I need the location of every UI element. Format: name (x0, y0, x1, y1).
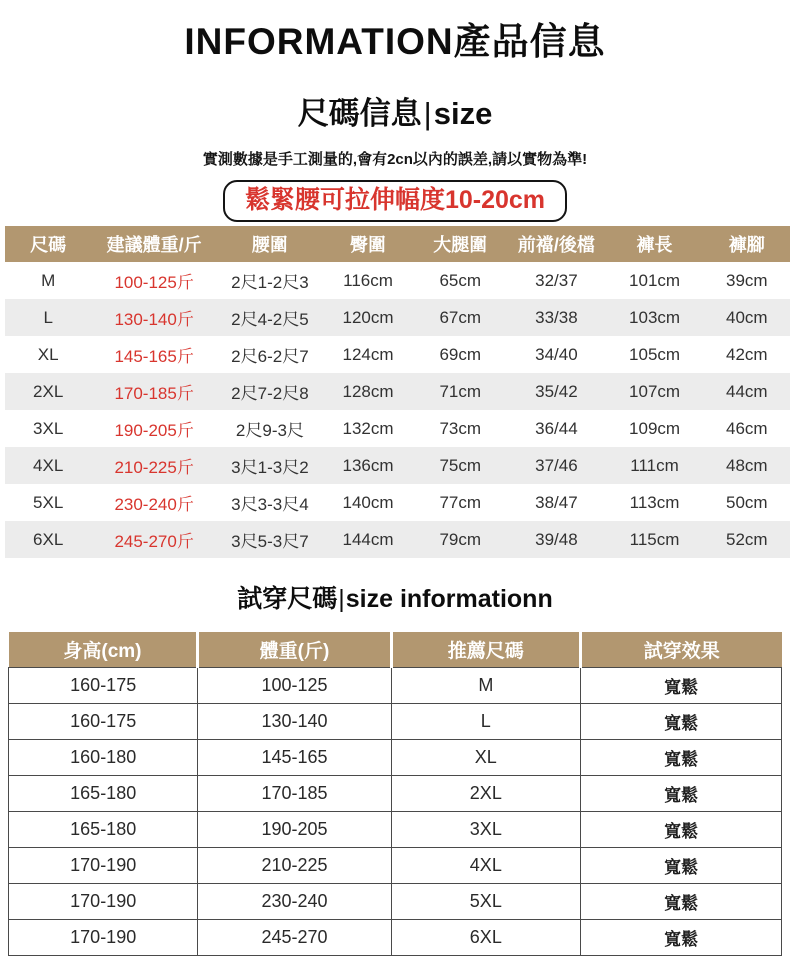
table-cell: 42cm (726, 344, 768, 364)
header-row (9, 632, 782, 667)
table-cell: 65cm (439, 270, 482, 290)
table-cell: 5XL (33, 492, 64, 512)
table-cell: 210-225 (198, 847, 391, 883)
table-cell: 170-190 (9, 883, 198, 919)
size-heading-zh: 尺碼信息 (297, 96, 422, 131)
table-cell: 170-190 (9, 919, 198, 955)
table-cell: 50cm (726, 492, 768, 512)
table-row (9, 667, 782, 703)
table-cell: 2尺6-2尺7 (231, 347, 309, 366)
table-cell: 144cm (342, 529, 394, 549)
table-cell: 140cm (342, 492, 394, 512)
fit-section-heading (0, 582, 790, 616)
table-cell: 46cm (726, 418, 768, 438)
column-header: 體重(斤) (198, 632, 391, 667)
table-row (5, 336, 790, 373)
table-cell: 77cm (439, 492, 482, 512)
table-cell: 2XL (391, 775, 580, 811)
table-row (9, 739, 782, 775)
table-cell: 48cm (726, 455, 768, 475)
table-cell: 230-240斤 (114, 495, 194, 514)
table-cell: 75cm (439, 455, 482, 475)
table-cell: 2XL (33, 381, 64, 401)
heading-separator: | (423, 96, 432, 131)
table-cell: 245-270斤 (114, 532, 194, 551)
table-cell: 145-165 (198, 739, 391, 775)
table-cell: 寬鬆 (581, 739, 782, 775)
table-cell: 3尺3-3尺4 (231, 495, 309, 514)
table-cell: 230-240 (198, 883, 391, 919)
table-cell: 32/37 (535, 270, 578, 290)
table-cell: 4XL (33, 455, 64, 475)
table-cell: 36/44 (535, 418, 578, 438)
table-cell: 120cm (342, 307, 394, 327)
table-cell: 190-205 (198, 811, 391, 847)
table-cell: 39/48 (535, 529, 578, 549)
table-cell: 101cm (629, 270, 681, 290)
table-cell: M (41, 270, 56, 290)
table-cell: 3尺1-3尺2 (231, 458, 309, 477)
stretch-note-badge (223, 180, 567, 222)
table-cell: 33/38 (535, 307, 578, 327)
table-cell: 116cm (343, 270, 393, 290)
table-row (5, 262, 790, 299)
table-row (9, 919, 782, 955)
column-header: 大腿圍 (413, 226, 507, 262)
table-cell: 100-125斤 (114, 273, 194, 292)
column-header: 臀圍 (323, 226, 413, 262)
size-section-heading (0, 94, 790, 134)
table-row (5, 410, 790, 447)
table-cell: 2尺9-3尺 (235, 421, 304, 440)
fit-table-body (9, 667, 782, 955)
table-cell: 160-180 (9, 739, 198, 775)
table-cell: 3XL (33, 418, 64, 438)
table-cell: 寬鬆 (581, 811, 782, 847)
table-cell: 40cm (726, 307, 768, 327)
table-cell: 6XL (33, 529, 64, 549)
table-cell: 165-180 (9, 775, 198, 811)
table-cell: 113cm (629, 492, 680, 512)
table-cell: 2尺1-2尺3 (231, 273, 309, 292)
table-cell: 35/42 (535, 381, 578, 401)
table-cell: 73cm (439, 418, 482, 438)
table-cell: 5XL (391, 883, 580, 919)
table-cell: 4XL (391, 847, 580, 883)
fit-heading-zh: 試穿尺碼 (237, 585, 338, 613)
fit-table (8, 632, 782, 956)
table-cell: 124cm (342, 344, 394, 364)
table-row (5, 484, 790, 521)
table-cell: 38/47 (535, 492, 578, 512)
page-title: INFORMATION產品信息 (184, 21, 606, 62)
table-row (9, 775, 782, 811)
table-cell: M (391, 667, 580, 703)
table-row (9, 811, 782, 847)
table-cell: 160-175 (9, 703, 198, 739)
table-cell: 130-140 (198, 703, 391, 739)
column-header: 前襠/後檔 (507, 226, 605, 262)
table-cell: 寬鬆 (581, 703, 782, 739)
table-cell: 67cm (439, 307, 482, 327)
table-cell: 2尺7-2尺8 (231, 384, 309, 403)
table-cell: XL (37, 344, 59, 364)
table-cell: 245-270 (198, 919, 391, 955)
table-cell: 39cm (726, 270, 768, 290)
table-cell: 128cm (342, 381, 394, 401)
table-row (9, 847, 782, 883)
table-cell: 170-190 (9, 847, 198, 883)
table-cell: 寬鬆 (581, 667, 782, 703)
table-cell: 103cm (629, 307, 681, 327)
column-header: 試穿效果 (581, 632, 782, 667)
size-heading-en: size (433, 96, 493, 131)
fit-heading-en: size informationn (345, 585, 553, 613)
column-header: 褲長 (605, 226, 703, 262)
table-cell: 107cm (629, 381, 681, 401)
table-cell: 111cm (630, 455, 679, 475)
table-cell: 69cm (439, 344, 482, 364)
table-cell: 2尺4-2尺5 (231, 310, 309, 329)
table-row (9, 703, 782, 739)
table-cell: 寬鬆 (581, 847, 782, 883)
table-cell: 52cm (726, 529, 768, 549)
table-cell: 160-175 (9, 667, 198, 703)
table-row (9, 883, 782, 919)
table-cell: XL (391, 739, 580, 775)
size-table (5, 226, 790, 558)
measurement-disclaimer: 實測數據是手工測量的,會有2cn以內的誤差,請以實物為準! (202, 151, 588, 168)
table-cell: 145-165斤 (114, 347, 194, 366)
stretch-note-text: 鬆緊腰可拉伸幅度10-20cm (244, 186, 546, 214)
column-header: 身高(cm) (9, 632, 198, 667)
column-header: 腰圍 (217, 226, 323, 262)
size-table-header (5, 226, 790, 262)
table-cell: 132cm (342, 418, 394, 438)
table-cell: 170-185斤 (114, 384, 194, 403)
table-cell: L (43, 307, 53, 327)
header-row (5, 226, 790, 262)
table-cell: 136cm (342, 455, 394, 475)
table-row (5, 447, 790, 484)
heading-separator: | (338, 585, 345, 613)
table-cell: 34/40 (535, 344, 578, 364)
fit-table-header (9, 632, 782, 667)
table-row (5, 521, 790, 558)
table-cell: 寬鬆 (581, 919, 782, 955)
table-cell: 165-180 (9, 811, 198, 847)
table-cell: 3XL (391, 811, 580, 847)
table-cell: L (391, 703, 580, 739)
table-cell: 130-140斤 (114, 310, 194, 329)
column-header: 推薦尺碼 (391, 632, 580, 667)
column-header: 尺碼 (5, 226, 91, 262)
table-cell: 100-125 (198, 667, 391, 703)
table-cell: 210-225斤 (114, 458, 194, 477)
table-cell: 109cm (629, 418, 681, 438)
table-cell: 170-185 (198, 775, 391, 811)
table-cell: 105cm (629, 344, 681, 364)
table-cell: 寬鬆 (581, 775, 782, 811)
table-cell: 44cm (726, 381, 768, 401)
table-cell: 寬鬆 (581, 883, 782, 919)
table-row (5, 299, 790, 336)
table-cell: 37/46 (535, 455, 578, 475)
table-cell: 115cm (629, 529, 680, 549)
table-cell: 6XL (391, 919, 580, 955)
size-table-body (5, 262, 790, 558)
table-cell: 190-205斤 (114, 421, 194, 440)
table-cell: 79cm (439, 529, 482, 549)
column-header: 建議體重/斤 (91, 226, 217, 262)
table-cell: 3尺5-3尺7 (231, 532, 309, 551)
table-row (5, 373, 790, 410)
table-cell: 71cm (439, 381, 482, 401)
column-header: 褲腳 (704, 226, 790, 262)
